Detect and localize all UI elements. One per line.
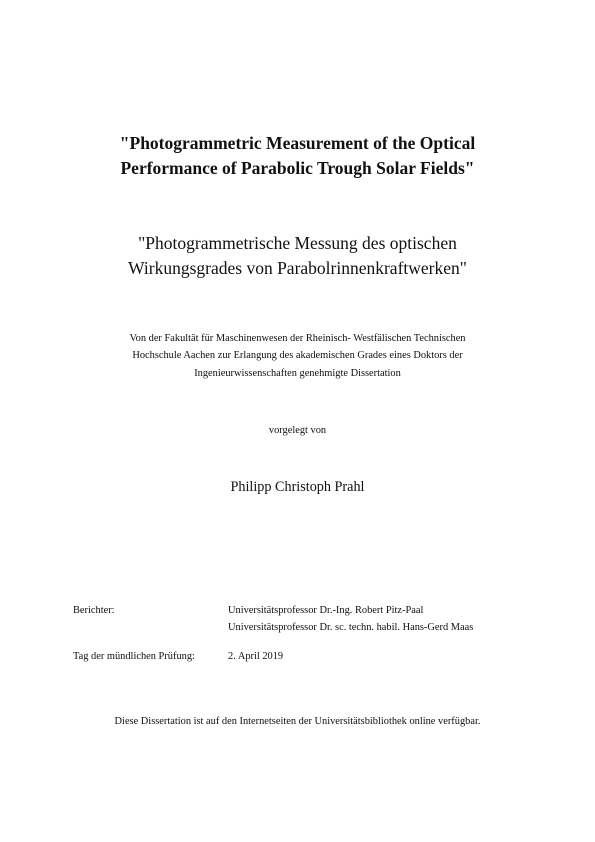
description-line-2: Hochschule Aachen zur Erlangung des akademischen Grades eines Doktors der xyxy=(132,350,463,362)
oral-exam-date: 2. April 2019 xyxy=(228,651,284,662)
reviewer-2: Universitätsprofessor Dr. sc. techn. habil. Hans-Gerd Maas xyxy=(228,621,474,633)
english-title xyxy=(40,131,555,181)
reviewer-1: Universitätsprofessor Dr.-Ing. Robert Pitz-Paal xyxy=(228,605,424,616)
german-title-line-1: "Photogrammetrische Messung des optischen xyxy=(138,233,457,253)
online-availability-note: Diese Dissertation ist auf den Internetseiten der Universitätsbibliothek online verfügbar. xyxy=(114,716,481,727)
description-line-1: Von der Fakultät für Maschinenwesen der Rheinisch- Westfälischen Technischen xyxy=(129,333,466,344)
reviewers-label: Berichter: xyxy=(73,605,115,616)
oral-exam-row xyxy=(73,651,373,667)
english-title-line-1: "Photogrammetric Measurement of the Optical xyxy=(119,133,476,153)
dissertation-description xyxy=(60,330,535,382)
oral-exam-label: Tag der mündlichen Prüfung: xyxy=(73,651,195,662)
description-line-3: Ingenieurwissenschaften genehmigte Dissertation xyxy=(194,367,401,379)
presented-by-label: vorgelegt von xyxy=(268,425,327,436)
author-name: Philipp Christoph Prahl xyxy=(230,479,365,495)
english-title-line-2: Performance of Parabolic Trough Solar Fields" xyxy=(120,158,475,178)
german-title xyxy=(40,231,555,281)
german-title-line-2: Wirkungsgrades von Parabolrinnenkraftwerken" xyxy=(128,258,467,278)
